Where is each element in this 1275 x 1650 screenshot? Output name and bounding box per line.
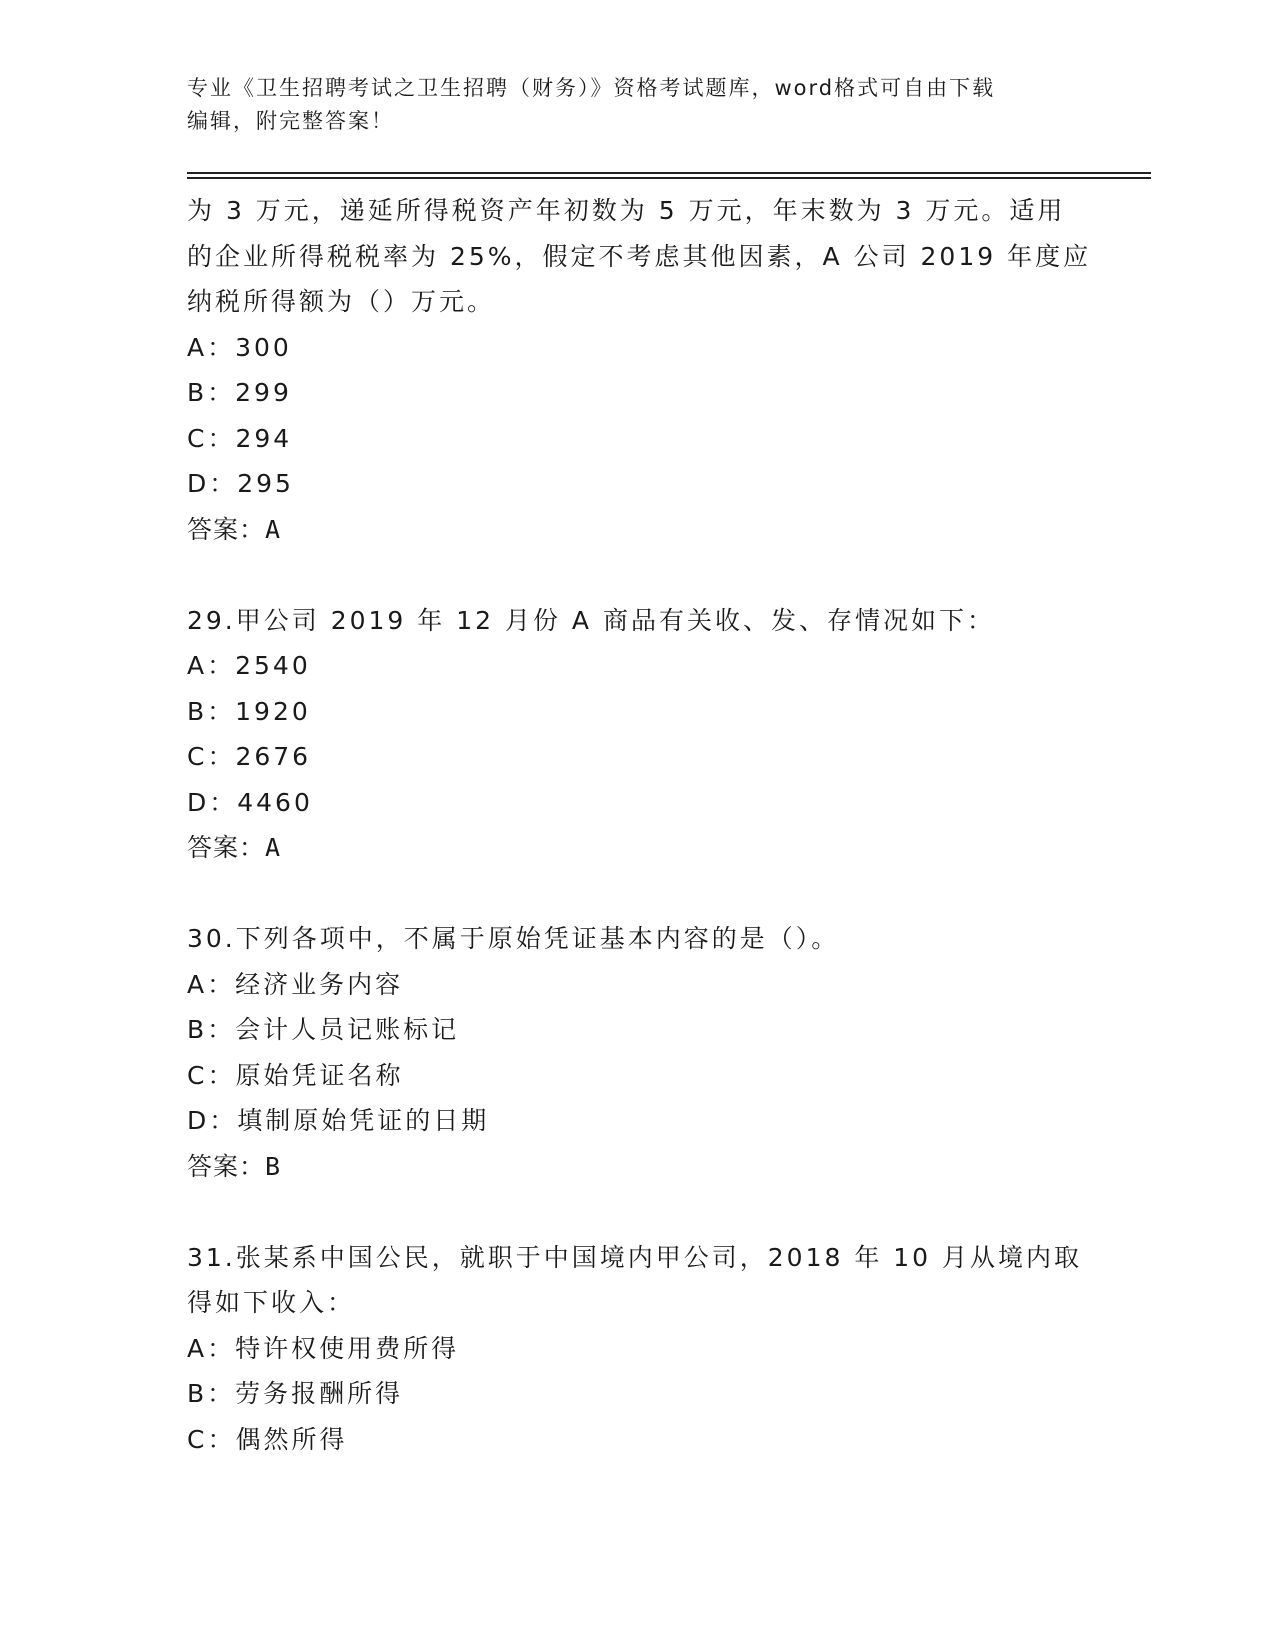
option-d: D：295 [187, 469, 294, 498]
question-fragment [187, 188, 1092, 552]
question-text-line: 的企业所得税税率为 25%，假定不考虑其他因素，A 公司 2019 年度应 [187, 241, 1092, 271]
option-b: B：1920 [187, 696, 311, 726]
spacer [187, 552, 1087, 598]
option-d: D：4460 [187, 787, 313, 817]
spacer [187, 1189, 1087, 1235]
option-b: B：299 [187, 378, 292, 407]
question-text-line: 纳税所得额为（）万元。 [187, 287, 496, 316]
answer-text: 答案：B [187, 1151, 282, 1181]
question-content [187, 188, 1092, 1462]
option-b: B：会计人员记账标记 [187, 1015, 460, 1044]
answer-text: 答案：A [187, 833, 282, 862]
document-header [187, 72, 1087, 138]
option-d: D：填制原始凭证的日期 [187, 1106, 490, 1135]
spacer [187, 871, 1087, 917]
answer-line [187, 1144, 1087, 1190]
question-text-line: 为 3 万元，递延所得税资产年初数为 5 万元，年末数为 3 万元。适用 [187, 196, 1066, 225]
option-a: A：2540 [187, 651, 311, 680]
answer-text: 答案：A [187, 514, 282, 544]
option-a: A：经济业务内容 [187, 969, 404, 999]
option-a: A：特许权使用费所得 [187, 1333, 460, 1363]
question-text-line: 30.下列各项中，不属于原始凭证基本内容的是（）。 [187, 924, 840, 953]
answer-line [187, 825, 1087, 871]
question-text-line: 31.张某系中国公民，就职于中国境内甲公司，2018 年 10 月从境内取 [187, 1242, 1083, 1272]
option-c: C：原始凭证名称 [187, 1060, 404, 1090]
answer-line [187, 507, 1087, 553]
question-30 [187, 916, 1087, 1189]
option-b: B：劳务报酬所得 [187, 1379, 404, 1408]
question-29 [187, 598, 1087, 871]
header-line-2: 编辑，附完整答案！ [187, 109, 394, 133]
question-31 [187, 1235, 1087, 1463]
header-line-1: 专业《卫生招聘考试之卫生招聘（财务）》资格考试题库，word格式可自由下载 [187, 76, 996, 100]
option-c: C：294 [187, 423, 293, 453]
question-text-line: 得如下收入： [187, 1288, 356, 1317]
question-text-line: 29.甲公司 2019 年 12 月份 A 商品有关收、发、存情况如下： [187, 605, 995, 635]
option-c: C：2676 [187, 742, 312, 771]
header-rule-bottom [187, 177, 1151, 179]
header-rule-top [187, 172, 1151, 174]
option-a: A：300 [187, 332, 292, 362]
option-c: C：偶然所得 [187, 1424, 348, 1454]
